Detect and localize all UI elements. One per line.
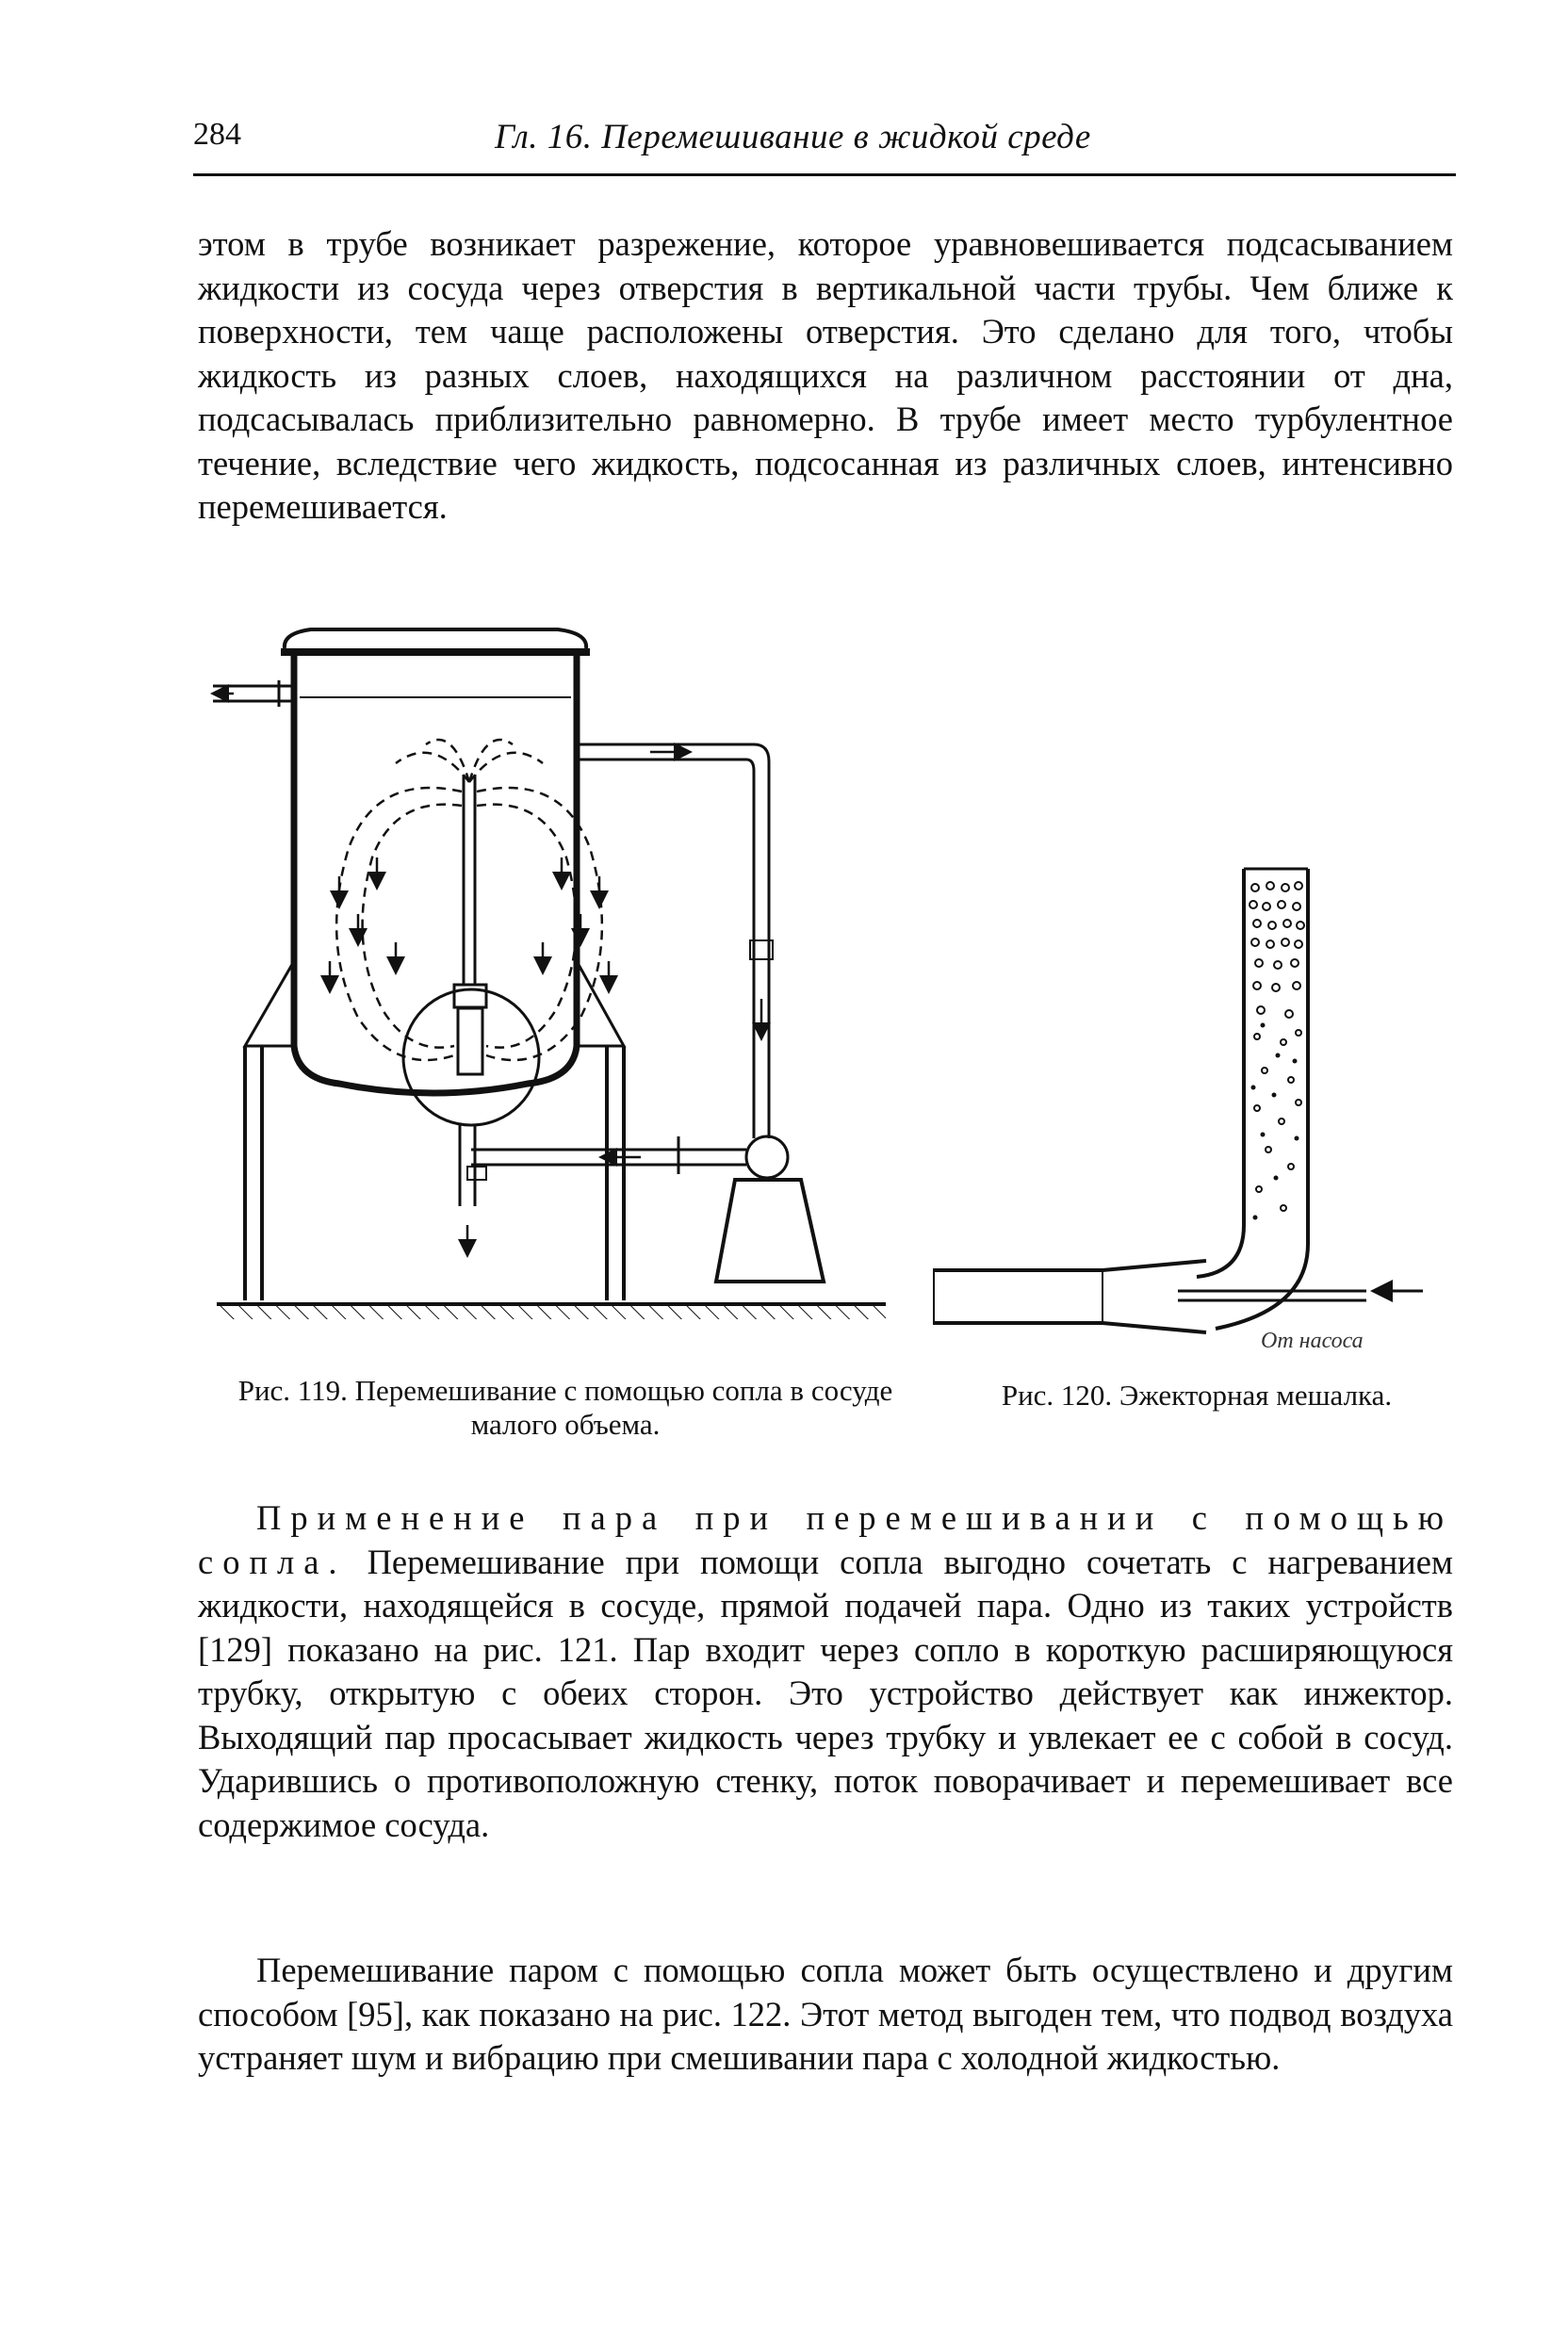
page-number: 284	[193, 117, 241, 152]
figure-119	[207, 603, 895, 1338]
figure-119-caption: Рис. 119. Перемешивание с помощью сопла в сосуде малого объема.	[237, 1374, 893, 1441]
paragraph-3: Перемешивание паром с помощью сопла может быть осуществлено и другим способом [95], как показано на рис. 122. Этот метод выгоден тем, что подвод воздуха устраняет шум и вибрацию при смешивании пара с холодной жидкостью.	[198, 1951, 1453, 2077]
figure-120-caption: Рис. 120. Эжекторная мешалка.	[1001, 1379, 1393, 1412]
paragraph-2	[198, 1496, 1453, 1847]
vessel-nozzle-diagram	[207, 603, 895, 1338]
ejector-inlet-label: От насоса	[1261, 1329, 1364, 1353]
header-rule	[193, 173, 1456, 176]
figure-120	[933, 848, 1442, 1357]
paragraph-1: этом в трубе возникает разрежение, которое уравновешивается подсасыванием жидкости из сосуда через отверстия в вертикальной части трубы. Чем ближе к поверхности, тем чаще расположены отверстия. Это сделано для того, чтобы жидкость из разных слоев, находящихся на различном расстоянии от дна, подсасывалась приблизительно равномерно. В трубе имеет место турбулентное течение, вследствие чего жидкость, подсосанная из различных слоев, интенсивно перемешивается.	[198, 224, 1453, 526]
paragraph-2-heading: Применение пара при перемешивании с помощью сопла.	[198, 1498, 1453, 1581]
ejector-mixer-diagram	[933, 848, 1442, 1357]
page-header	[193, 111, 1456, 168]
paragraph-2-text: Перемешивание при помощи сопла выгодно сочетать с нагреванием жидкости, находящейся в сосуде, прямой подачей пара. Одно из таких устройств [129] показано на рис. 121. Пар входит через сопло в короткую расширяющуюся трубку, открытую с обеих сторон. Это устройство действует как инжектор. Выходящий пар просасывает жидкость через трубку и увлекает ее с собой в сосуд. Ударившись о противоположную стенку, поток поворачивает и перемешивает все содержимое сосуда.	[198, 1542, 1453, 1844]
running-title: Гл. 16. Перемешивание в жидкой среде	[495, 118, 1091, 156]
